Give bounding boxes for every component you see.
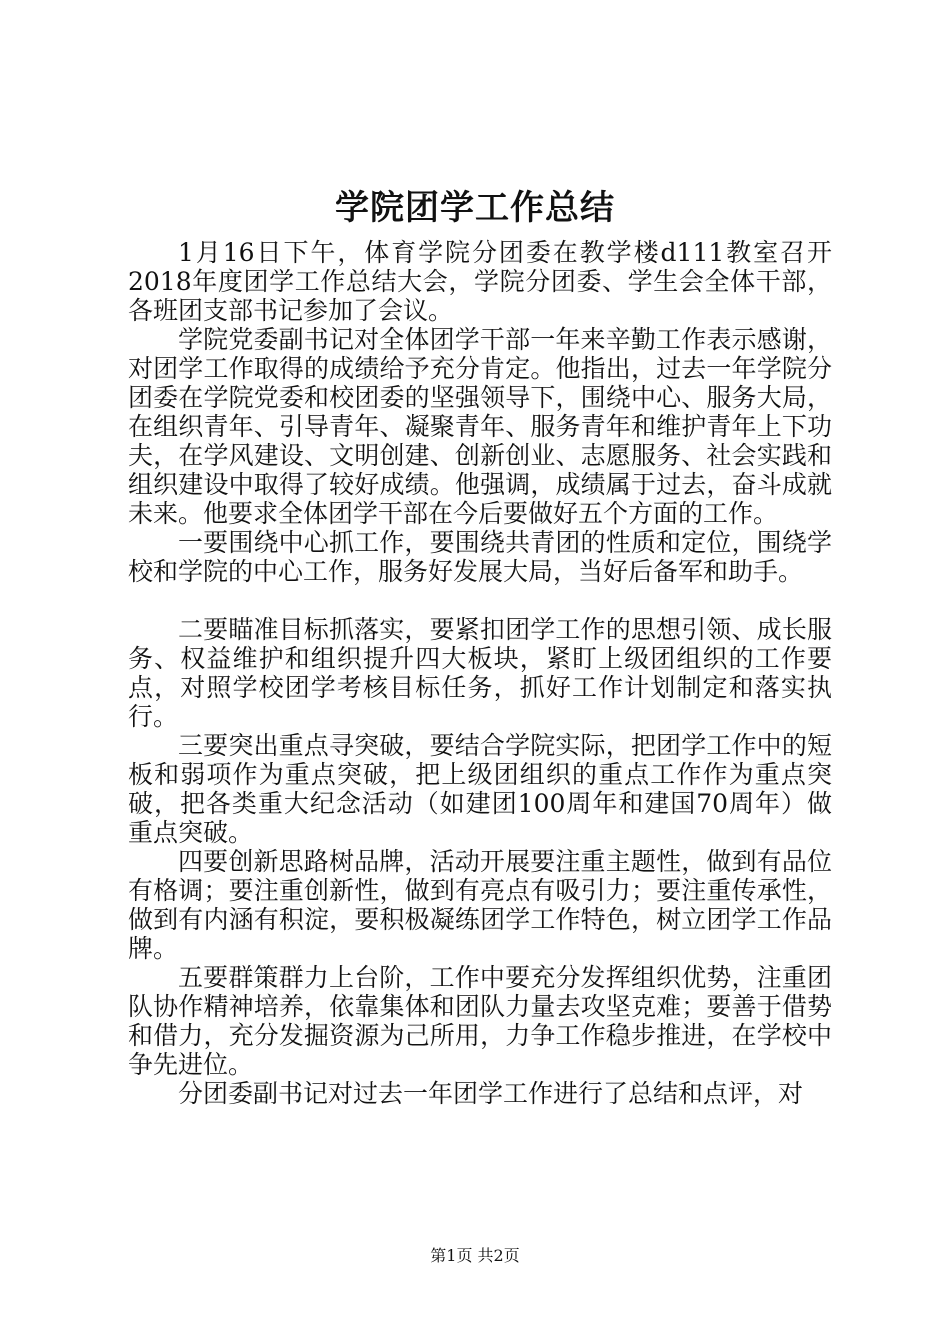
- page-title: 学院团学工作总结: [335, 188, 615, 228]
- paragraph-secretary-speech: 学院党委副书记对全体团学干部一年来辛勤工作表示感谢，对团学工作取得的成绩给予充分肯定。他指出，过去一年学院分团委在学院党委和校团委的坚强领导下，围绕中心、服务大局，在组织青年、引导青年、凝聚青年、服务青年和维护青年上下功夫，在学风建设、文明创建、创新创业、志愿服务、社会实践和组织建设中取得了较好成绩。他强调，成绩属于过去，奋斗成就未来。他要求全体团学干部在今后要做好五个方面的工作。: [128, 325, 832, 528]
- paragraph-point-five: 五要群策群力上台阶，工作中要充分发挥组织优势，注重团队协作精神培养，依靠集体和团队力量去攻坚克难；要善于借势和借力，充分发掘资源为己所用，力争工作稳步推进，在学校中争先进位。: [128, 963, 832, 1079]
- paragraph-gap: [128, 586, 832, 615]
- paragraph-point-three: 三要突出重点寻突破，要结合学院实际，把团学工作中的短板和弱项作为重点突破，把上级团组织的重点工作作为重点突破，把各类重大纪念活动（如建团100周年和建国70周年）做重点突破。: [128, 731, 832, 847]
- page-number: 第1页 共2页: [430, 1246, 520, 1265]
- paragraph-point-one: 一要围绕中心抓工作，要围绕共青团的性质和定位，围绕学校和学院的中心工作，服务好发展大局，当好后备军和助手。: [128, 528, 832, 586]
- paragraph-point-four: 四要创新思路树品牌，活动开展要注重主题性，做到有品位有格调；要注重创新性，做到有亮点有吸引力；要注重传承性，做到有内涵有积淀，要积极凝练团学工作特色，树立团学工作品牌。: [128, 847, 832, 963]
- document-body: [128, 238, 832, 1108]
- paragraph-point-two: 二要瞄准目标抓落实，要紧扣团学工作的思想引领、成长服务、权益维护和组织提升四大板块，紧盯上级团组织的工作要点，对照学校团学考核目标任务，抓好工作计划制定和落实执行。: [128, 615, 832, 731]
- paragraph-meeting-intro: 1月16日下午，体育学院分团委在教学楼d111教室召开2018年度团学工作总结大会，学院分团委、学生会全体干部，各班团支部书记参加了会议。: [128, 238, 832, 325]
- paragraph-deputy-summary: 分团委副书记对过去一年团学工作进行了总结和点评，对: [178, 1079, 804, 1108]
